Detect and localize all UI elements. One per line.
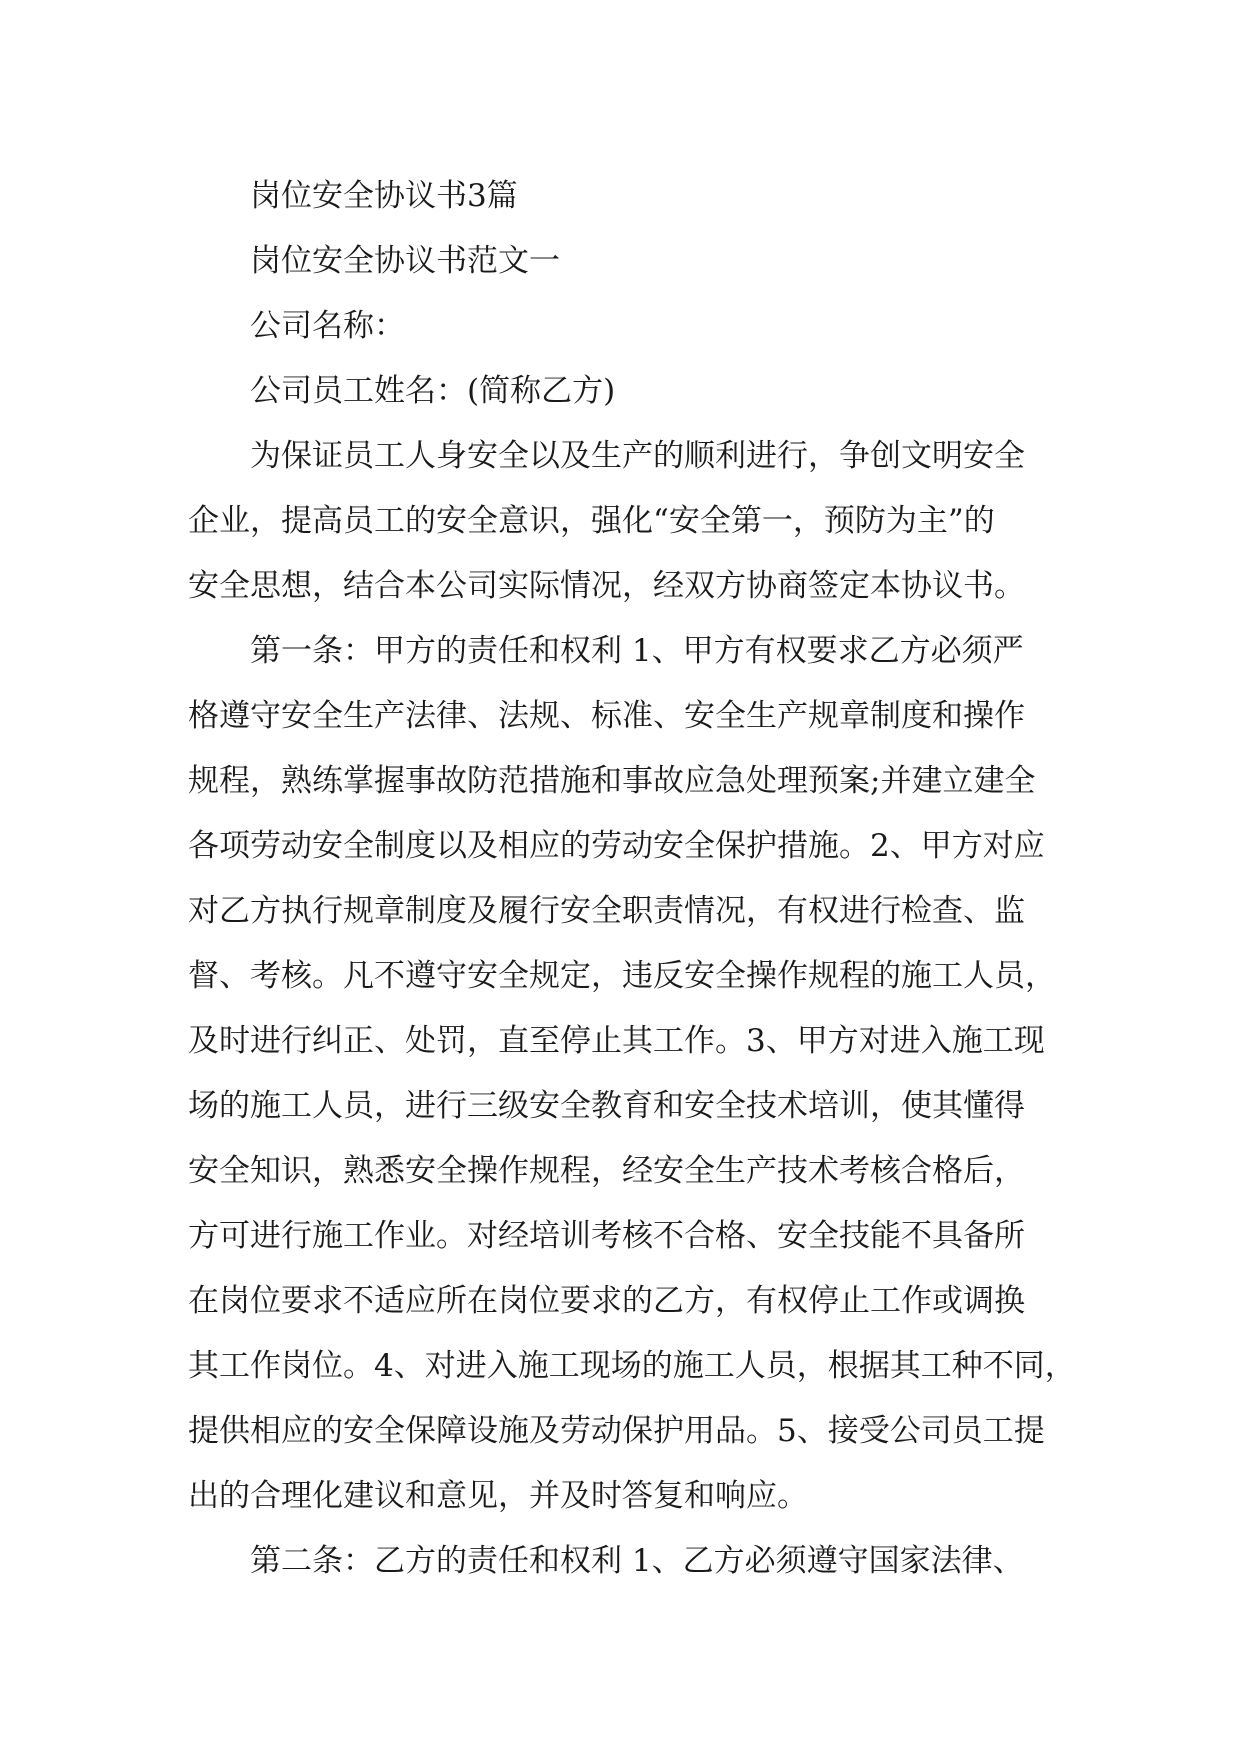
text-line: 安全思想，结合本公司实际情况，经双方协商签定本协议书。 [188,568,1025,604]
text-line: 督、考核。凡不遵守安全规定，违反安全操作规程的施工人员， [188,958,1056,994]
document-page [188,164,1088,1594]
article-one-paragraph [188,619,1088,1529]
text-line: 场的施工人员，进行三级安全教育和安全技术培训，使其懂得 [188,1088,1025,1124]
document-title: 岗位安全协议书3篇 [250,178,518,214]
text-line: 对乙方执行规章制度及履行安全职责情况，有权进行检查、监 [188,893,1025,929]
text-line: 及时进行纠正、处罚，直至停止其工作。3、甲方对进入施工现 [188,1023,1045,1059]
company-name-field: 公司名称： [250,308,405,344]
intro-paragraph [188,424,1088,619]
text-line: 出的合理化建议和意见，并及时答复和响应。 [188,1478,808,1514]
text-line: 格遵守安全生产法律、法规、标准、安全生产规章制度和操作 [188,698,1025,734]
text-line: 在岗位要求不适应所在岗位要求的乙方，有权停止工作或调换 [188,1283,1025,1319]
text-line: 规程，熟练掌握事故防范措施和事故应急处理预案;并建立建全 [188,763,1036,799]
text-line: 方可进行施工作业。对经培训考核不合格、安全技能不具备所 [188,1218,1025,1254]
text-line: 其工作岗位。4、对进入施工现场的施工人员，根据其工种不同， [188,1348,1076,1384]
text-line: 企业，提高员工的安全意识，强化“安全第一，预防为主”的 [188,503,995,539]
text-line: 第二条：乙方的责任和权利 1、乙方必须遵守国家法律、 [250,1543,1024,1579]
text-line: 为保证员工人身安全以及生产的顺利进行，争创文明安全 [250,438,1025,474]
text-line: 各项劳动安全制度以及相应的劳动安全保护措施。2、甲方对应 [188,828,1045,864]
document-subtitle: 岗位安全协议书范文一 [250,243,560,279]
article-two-paragraph [188,1529,1088,1594]
text-line: 第一条：甲方的责任和权利 1、甲方有权要求乙方必须严 [250,633,1024,669]
text-line: 提供相应的安全保障设施及劳动保护用品。5、接受公司员工提 [188,1413,1045,1449]
employee-name-field: 公司员工姓名：(简称乙方) [250,373,616,409]
text-line: 安全知识，熟悉安全操作规程，经安全生产技术考核合格后， [188,1153,1025,1189]
